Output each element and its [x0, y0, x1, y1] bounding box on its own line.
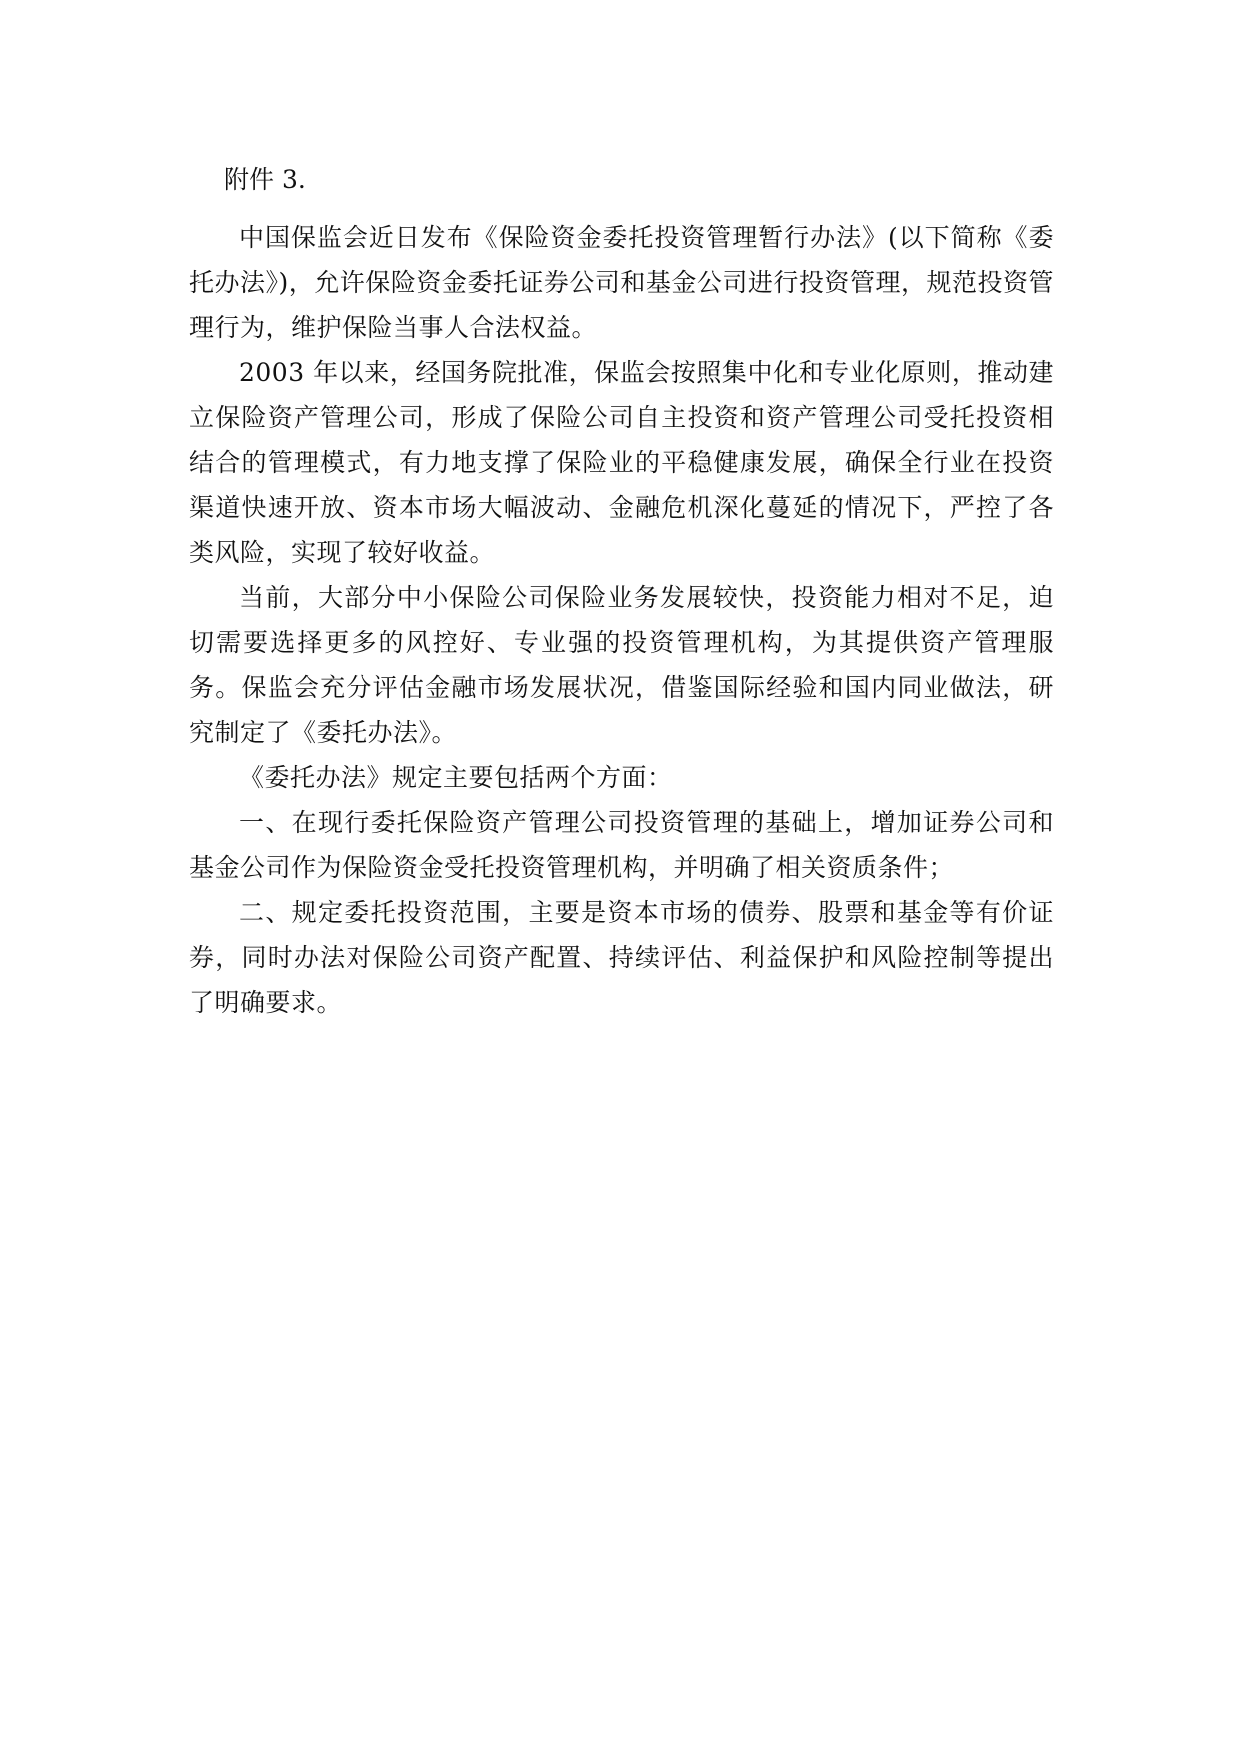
paragraph-provision-two: 二、规定委托投资范围，主要是资本市场的债券、股票和基金等有价证券，同时办法对保险公司资产配置、持续评估、利益保护和风险控制等提出了明确要求。	[189, 898, 1054, 1017]
paragraph-current-situation: 当前，大部分中小保险公司保险业务发展较快，投资能力相对不足，迫切需要选择更多的风控好、专业强的投资管理机构，为其提供资产管理服务。保监会充分评估金融市场发展状况，借鉴国际经验和国内同业做法，研究制定了《委托办法》。	[189, 583, 1054, 747]
paragraph-provisions-intro: 《委托办法》规定主要包括两个方面：	[239, 763, 673, 792]
paragraph-provision-one: 一、在现行委托保险资产管理公司投资管理的基础上，增加证券公司和基金公司作为保险资金受托投资管理机构，并明确了相关资质条件；	[189, 808, 1054, 882]
document-body	[189, 160, 1054, 1025]
attachment-label: 附件 3.	[224, 165, 306, 194]
paragraph-announcement: 中国保监会近日发布《保险资金委托投资管理暂行办法》(以下简称《委托办法》)，允许保险资金委托证券公司和基金公司进行投资管理，规范投资管理行为，维护保险当事人合法权益。	[189, 223, 1054, 342]
paragraph-background: 2003 年以来，经国务院批准，保监会按照集中化和专业化原则，推动建立保险资产管理公司，形成了保险公司自主投资和资产管理公司受托投资相结合的管理模式，有力地支撑了保险业的平稳健康发展，确保全行业在投资渠道快速开放、资本市场大幅波动、金融危机深化蔓延的情况下，严控了各类风险，实现了较好收益。	[189, 358, 1054, 567]
